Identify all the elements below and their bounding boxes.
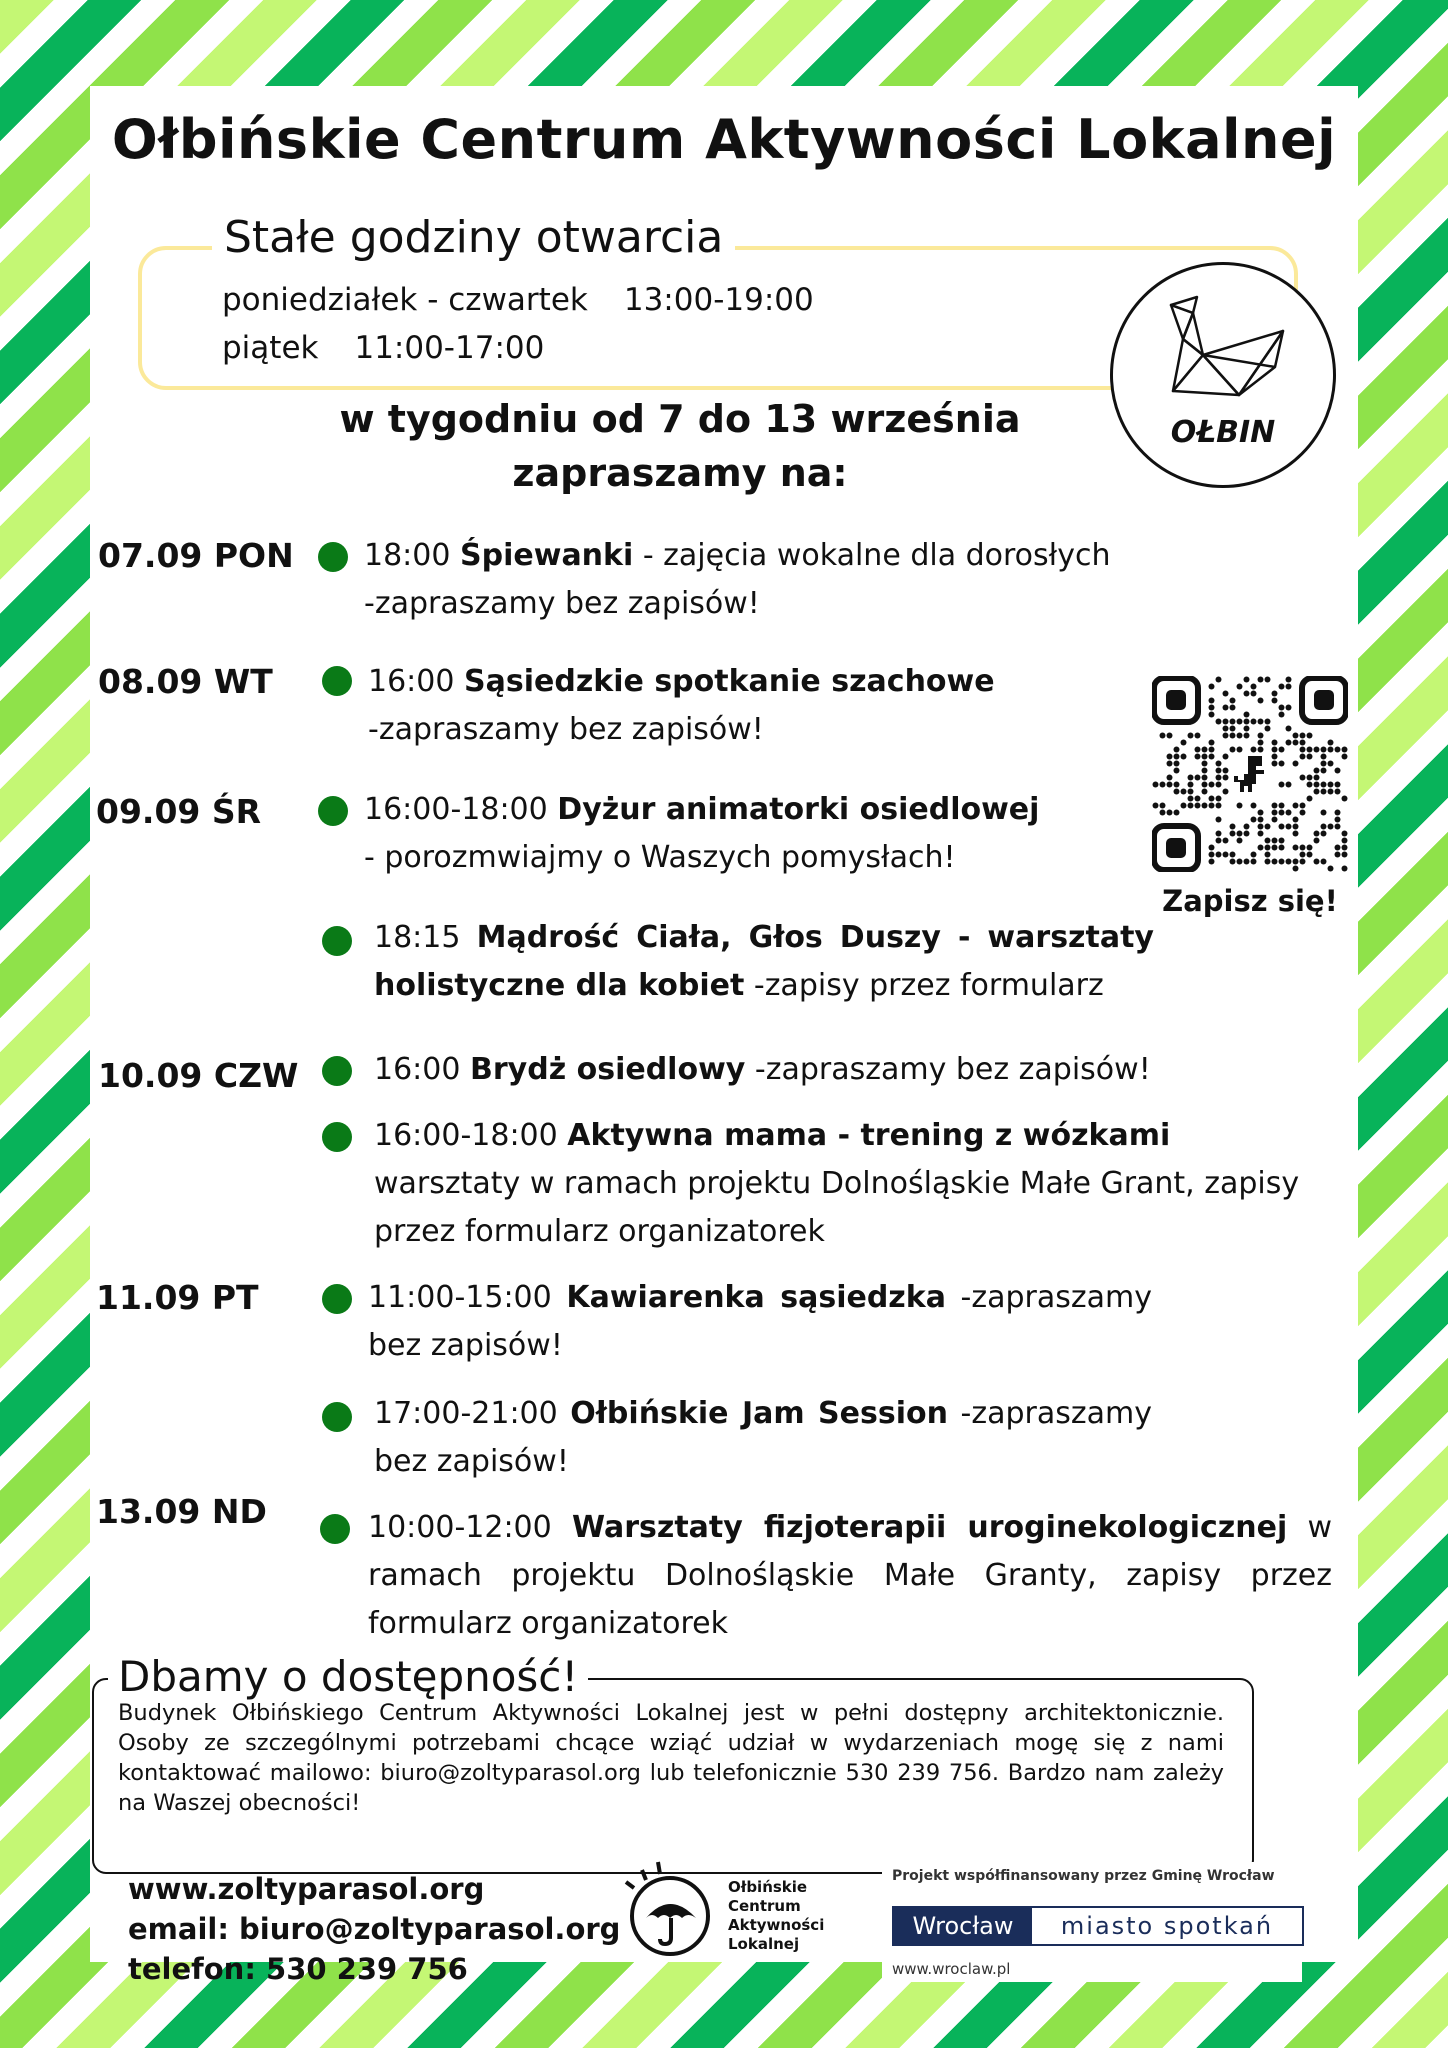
qr-caption: Zapisz się! xyxy=(1162,884,1338,918)
event-desc: -zapraszamy bez zapisów! xyxy=(745,1052,1151,1087)
footer-logo-line: Lokalnej xyxy=(728,1935,800,1953)
event-bullet-icon xyxy=(322,926,352,956)
event-bullet-icon xyxy=(318,796,348,826)
event-name: Warsztaty fizjoterapii uroginekologicznej xyxy=(571,1510,1288,1545)
event-desc: - porozmwiajmy o Waszych pomysłach! xyxy=(364,840,956,875)
sponsor-title: Projekt współfinansowany przez Gminę Wrocław xyxy=(892,1868,1275,1884)
day-label: 09.09 ŚR xyxy=(96,792,262,831)
event-item xyxy=(364,786,1124,882)
event-item xyxy=(374,1112,1304,1256)
event-time: 16:00-18:00 xyxy=(364,792,548,827)
day-label: 11.09 PT xyxy=(96,1278,259,1317)
opening-hours-row xyxy=(222,282,814,318)
event-desc: warsztaty w ramach projektu Dolnośląskie Małe Grant, zapisy przez formularz organizatorek xyxy=(374,1166,1300,1249)
event-item xyxy=(368,658,1128,754)
accessibility-text: Budynek Ołbińskiego Centrum Aktywności Lokalnej jest w pełni dostępny architektonicznie. Osoby ze szczególnymi potrzebami chcące wziąć udział w wydarzeniach mogę się z nami kontaktować mailowo: biuro@zoltyparasol.org lub telefonicznie 530 239 756. Bardzo nam zależy na Waszej obecności! xyxy=(118,1700,1224,1816)
contact-phone: telefon: 530 239 756 xyxy=(128,1952,468,1986)
event-time: 10:00-12:00 xyxy=(368,1510,552,1545)
event-item xyxy=(364,532,1124,628)
event-item xyxy=(374,1046,1274,1094)
event-bullet-icon xyxy=(318,542,348,572)
event-time: 16:00 xyxy=(368,664,455,699)
event-time: 18:15 xyxy=(374,920,461,955)
opening-hours-title: Stałe godziny otwarcia xyxy=(212,212,735,263)
event-desc: -zapisy przez formularz xyxy=(744,968,1104,1003)
event-time: 17:00-21:00 xyxy=(374,1396,558,1431)
event-name: Dyżur animatorki osiedlowej xyxy=(557,792,1040,827)
day-label: 13.09 ND xyxy=(96,1492,267,1531)
event-bullet-icon xyxy=(322,1056,352,1086)
contact-email[interactable]: email: biuro@zoltyparasol.org xyxy=(128,1912,621,1946)
event-time: 18:00 xyxy=(364,538,451,573)
event-desc: -zapraszamy bez zapisów! xyxy=(364,586,760,621)
event-item xyxy=(374,1390,1152,1486)
opening-hours-time: 13:00-19:00 xyxy=(623,282,814,318)
opening-hours-time: 11:00-17:00 xyxy=(354,330,545,366)
event-desc: -zapraszamy bez zapisów! xyxy=(374,1396,1152,1479)
footer-logo-line: Centrum xyxy=(728,1897,801,1915)
event-bullet-icon xyxy=(322,1122,352,1152)
swan-logo-icon xyxy=(1163,295,1289,405)
umbrella-logo-icon xyxy=(618,1856,724,1962)
event-time: 16:00 xyxy=(374,1052,461,1087)
day-label: 07.09 PON xyxy=(98,536,294,575)
event-name: Ołbińskie Jam Session xyxy=(570,1396,948,1431)
page-title: Ołbińskie Centrum Aktywności Lokalnej xyxy=(111,108,1337,171)
event-bullet-icon xyxy=(320,1514,350,1544)
event-time: 11:00-15:00 xyxy=(368,1280,552,1315)
event-bullet-icon xyxy=(322,666,352,696)
event-name: Kawiarenka sąsiedzka xyxy=(566,1280,946,1315)
sponsor-url[interactable]: www.wroclaw.pl xyxy=(892,1960,1011,1978)
event-name: Sąsiedzkie spotkanie szachowe xyxy=(464,664,995,699)
week-heading xyxy=(300,392,1060,500)
footer-logo-text xyxy=(728,1878,824,1954)
qr-code-icon xyxy=(1152,676,1348,872)
event-desc: -zapraszamy bez zapisów! xyxy=(368,712,764,747)
opening-hours-days: poniedziałek - czwartek xyxy=(222,282,588,318)
event-bullet-icon xyxy=(322,1284,352,1314)
event-name: Mądrość Ciała, Głos Duszy - warsztaty holistyczne dla kobiet xyxy=(374,920,1154,1003)
event-bullet-icon xyxy=(322,1402,352,1432)
day-label: 08.09 WT xyxy=(98,662,273,701)
event-item xyxy=(374,914,1154,1010)
opening-hours-row xyxy=(222,330,544,366)
event-item xyxy=(368,1504,1332,1648)
event-name: Brydż osiedlowy xyxy=(470,1052,746,1087)
event-desc: w ramach projektu Dolnośląskie Małe Granty, zapisy przez formularz organizatorek xyxy=(368,1510,1332,1641)
week-heading-line: w tygodniu od 7 do 13 września xyxy=(339,397,1021,441)
footer-logo-line: Aktywności xyxy=(728,1916,825,1934)
contact-website[interactable]: www.zoltyparasol.org xyxy=(128,1872,485,1906)
wroclaw-brand-right: miasto spotkań xyxy=(1060,1912,1274,1940)
event-name: Śpiewanki xyxy=(460,538,634,573)
wroclaw-brand xyxy=(892,1906,1304,1946)
umbrella-logo xyxy=(618,1856,724,1966)
opening-hours-days: piątek xyxy=(222,330,319,366)
footer-logo-line: Ołbińskie xyxy=(728,1878,808,1896)
accessibility-title: Dbamy o dostępność! xyxy=(108,1652,588,1701)
olbin-logo xyxy=(1110,262,1336,488)
event-name: Aktywna mama - trening z wózkami xyxy=(567,1118,1171,1153)
qr-code[interactable] xyxy=(1152,676,1348,872)
event-desc: - zajęcia wokalne dla dorosłych xyxy=(633,538,1111,573)
wroclaw-brand-left: Wrocław xyxy=(894,1908,1032,1944)
week-heading-line: zapraszamy na: xyxy=(512,451,848,495)
event-time: 16:00-18:00 xyxy=(374,1118,558,1153)
event-item xyxy=(368,1274,1152,1370)
olbin-logo-text: OŁBIN xyxy=(1170,415,1276,450)
event-desc: -zapraszamy bez zapisów! xyxy=(368,1280,1152,1363)
day-label: 10.09 CZW xyxy=(98,1056,299,1095)
